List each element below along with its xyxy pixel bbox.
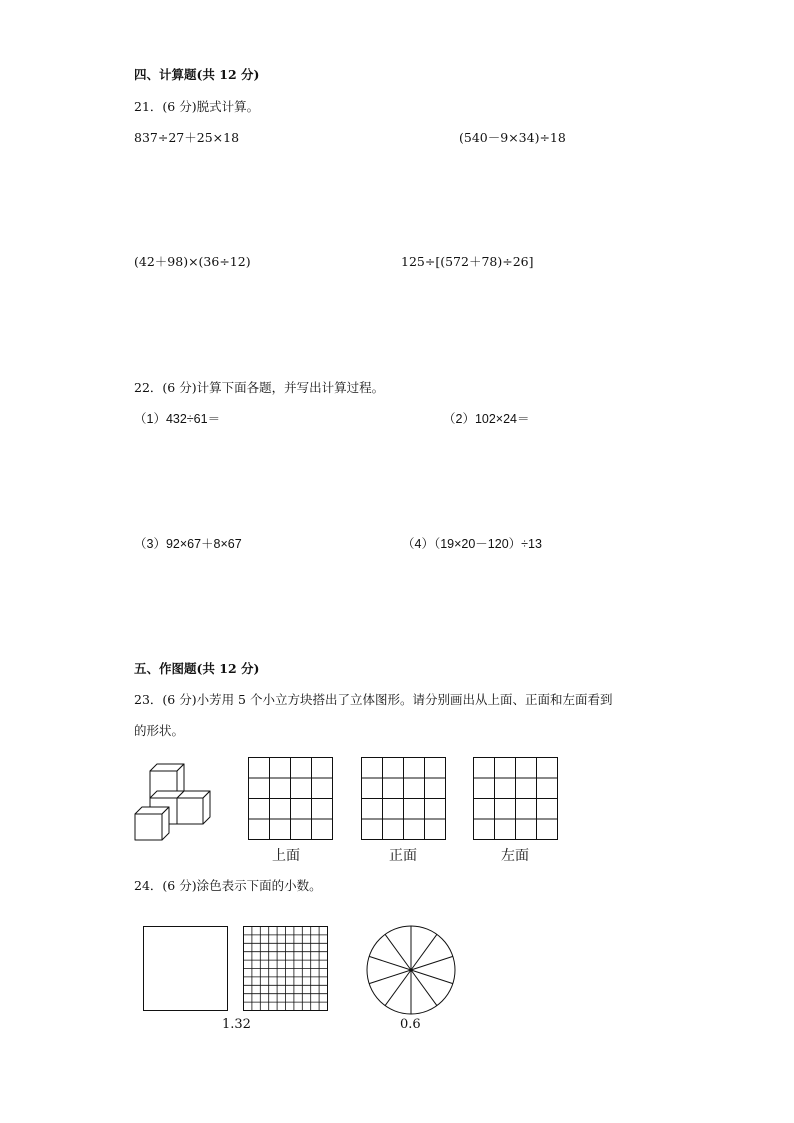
label-top-view: 上面 <box>272 848 300 864</box>
grid-front-view[interactable] <box>361 757 447 841</box>
q22-stem: 22．(6 分)计算下面各题，并写出计算过程。 <box>134 380 385 395</box>
cube-right <box>177 791 210 824</box>
q23-stem-line1: 23．(6 分)小芳用 5 个小立方块搭出了立体图形。请分别画出从上面、正面和左面看到 <box>134 692 613 707</box>
q22-item-4: （4）（19×20－120）÷13 <box>402 537 542 551</box>
label-1-32: 1.32 <box>222 1017 251 1032</box>
q21-stem: 21．(6 分)脱式计算。 <box>134 99 260 114</box>
grid-left-view[interactable] <box>473 757 559 841</box>
tenths-circle[interactable] <box>365 924 457 1016</box>
cube-front <box>135 807 169 840</box>
cube-figure <box>130 760 220 844</box>
q24-stem: 24．(6 分)涂色表示下面的小数。 <box>134 878 322 893</box>
q23-stem-line2: 的形状。 <box>134 723 185 738</box>
q21-item-4: 125÷[(572＋78)÷26] <box>401 254 534 269</box>
section4-title: 四、计算题(共 12 分) <box>134 67 260 82</box>
label-front-view: 正面 <box>389 848 417 864</box>
q21-item-2: (540－9×34)÷18 <box>459 130 566 145</box>
hundred-grid[interactable] <box>243 926 329 1012</box>
label-0-6: 0.6 <box>400 1017 421 1032</box>
grid-top-view[interactable] <box>248 757 334 841</box>
section5-title: 五、作图题(共 12 分) <box>134 661 260 676</box>
q22-item-3: （3）92×67＋8×67 <box>134 537 242 551</box>
q21-item-1: 837÷27＋25×18 <box>134 130 240 145</box>
q22-item-2: （2）102×24＝ <box>443 412 530 426</box>
whole-square[interactable] <box>143 926 229 1012</box>
label-left-view: 左面 <box>501 848 529 864</box>
q21-item-3: (42＋98)×(36÷12) <box>134 254 251 269</box>
q22-item-1: （1）432÷61＝ <box>134 412 221 426</box>
